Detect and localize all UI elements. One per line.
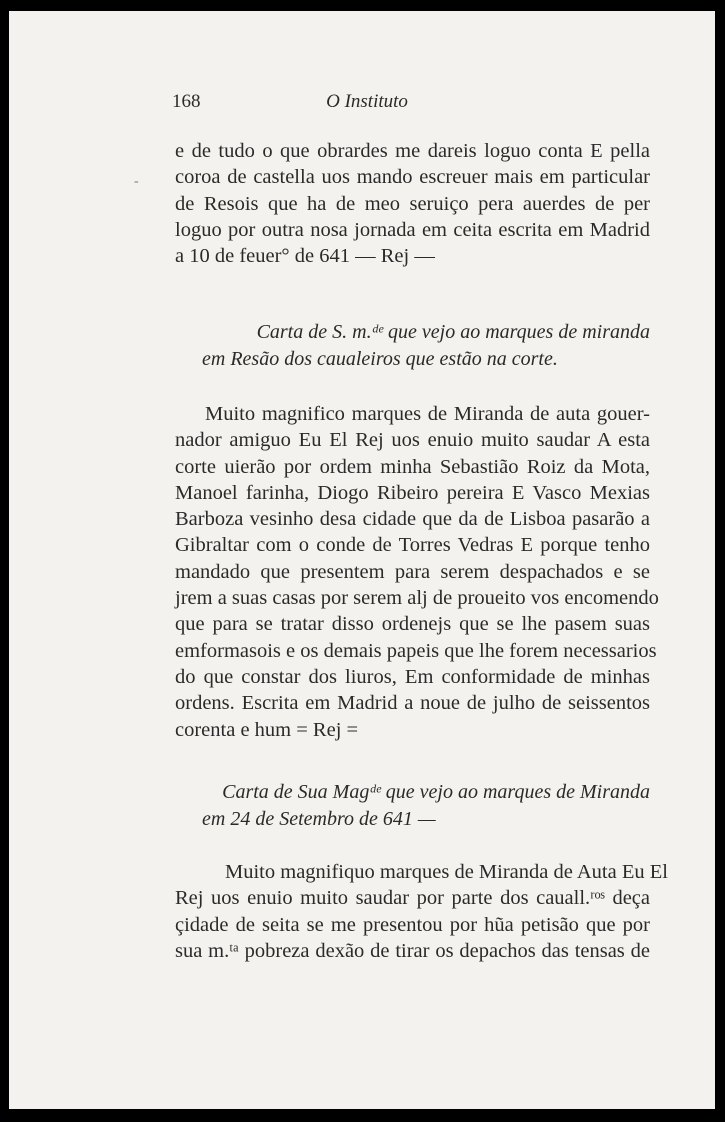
letter-heading-1	[175, 319, 650, 373]
paragraph-letter-1	[175, 401, 659, 743]
text-line: Muito magnifiquo marques de Miranda de Auta Eu El	[225, 861, 668, 883]
text-line: a 10 de feuer° de 641 — Rej —	[175, 245, 435, 268]
heading-line: em Resão dos caualeiros que estão na corte.	[202, 348, 558, 370]
text-line: Rej uos enuio muito saudar por parte dos cauall.ʳᵒˢ deça	[175, 887, 650, 910]
paragraph-letter-2	[175, 859, 668, 964]
letter-heading-2	[175, 779, 650, 833]
text-line: Barboza vesinho desa cidade que da de Lisboa pasarão a	[175, 508, 650, 531]
heading-line: Carta de S. m.ᵈᵉ que vejo ao marques de miranda	[256, 321, 650, 343]
text-line: jrem a suas casas por serem alj de proueito vos encomendo	[175, 587, 659, 610]
text-line: ordens. Escrita em Madrid a noue de julho de seissentos	[175, 692, 650, 715]
margin-dash: -	[134, 174, 139, 189]
text-line: coroa de castella uos mando escreuer mais em particular	[175, 166, 650, 189]
text-line: de Resois que ha de meo seruiço pera auerdes de per	[175, 192, 650, 215]
running-title: O Instituto	[326, 91, 408, 112]
text-line: nador amiguo Eu El Rej uos enuio muito saudar A esta	[175, 429, 650, 452]
heading-line: Carta de Sua Magᵈᵉ que vejo ao marques de Miranda	[222, 781, 650, 803]
text-line: mandado que presentem para serem despachados e se	[175, 560, 650, 583]
text-line: Muito magnifico marques de Miranda de auta gouer-	[205, 403, 650, 425]
text-line: que para se tratar disso ordenejs que se lhe pasem suas	[175, 613, 650, 636]
text-line: Manoel farinha, Diogo Ribeiro pereira E Vasco Mexias	[175, 481, 650, 504]
page-number: 168	[172, 91, 201, 112]
text-line: e de tudo o que obrardes me dareis loguo conta E pella	[175, 140, 650, 162]
text-line: corenta e hum = Rej =	[175, 718, 359, 741]
heading-line: em 24 de Setembro de 641 —	[202, 808, 436, 830]
text-line: do que constar dos liuros, Em conformidade de minhas	[175, 665, 650, 688]
text-line: çidade de seita se me presentou por hũa petisão que por	[175, 913, 650, 936]
text-line: loguo por outra nosa jornada em ceita escrita em Madrid	[175, 218, 650, 241]
page-header	[9, 91, 715, 115]
text-line: emformasois e os demais papeis que lhe forem necessarios	[175, 639, 657, 662]
paragraph-intro	[175, 138, 650, 269]
text-line: corte uierão por ordem minha Sebastião Roiz da Mota,	[175, 455, 650, 478]
page	[9, 11, 715, 1109]
text-line: Gibraltar com o conde de Torres Vedras E porque tenho	[175, 534, 650, 557]
text-line: sua m.ᵗᵃ pobreza dexão de tirar os depachos das tensas de	[175, 939, 650, 962]
